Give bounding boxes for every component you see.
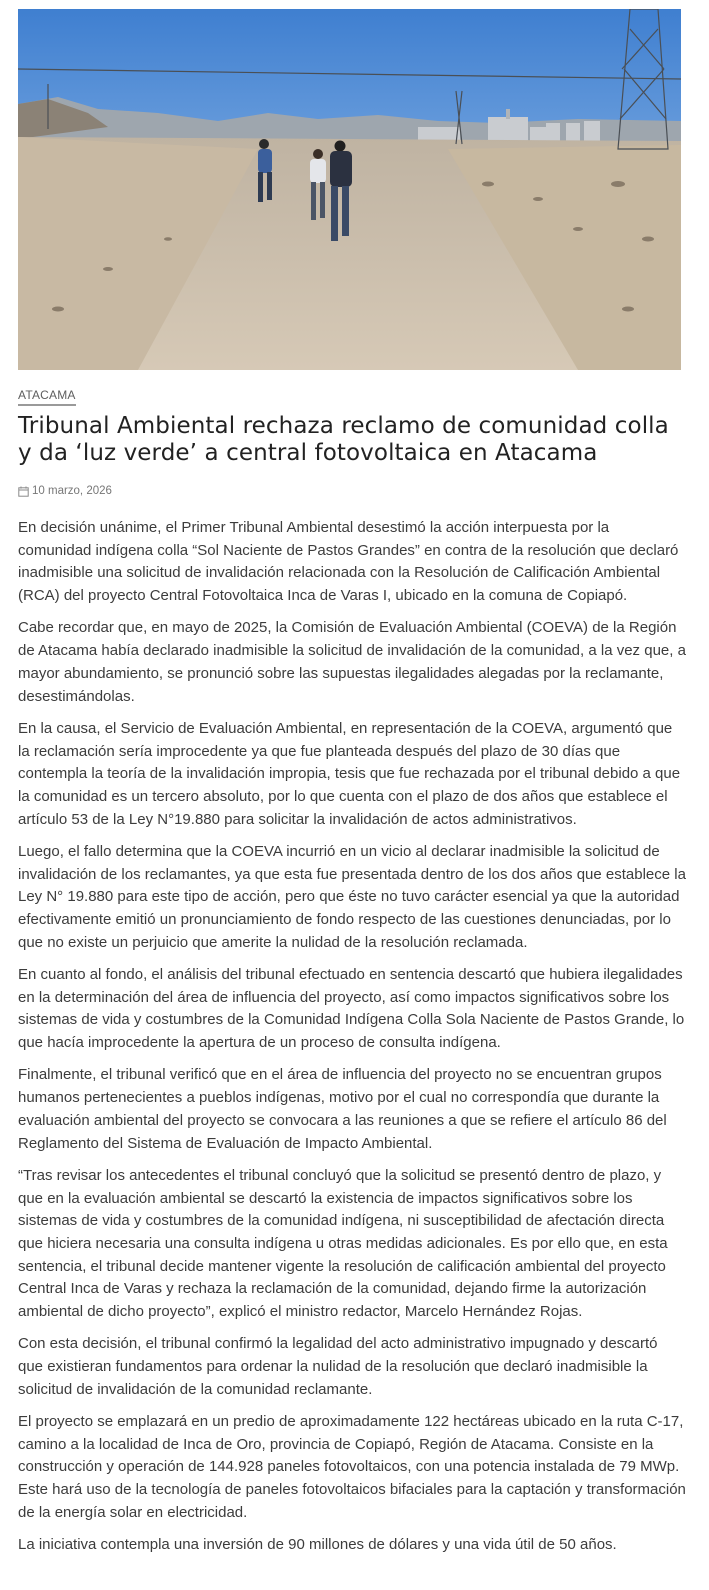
paragraph: “Tras revisar los antecedentes el tribunal concluyó que la solicitud se presentó dentro de plazo, y que en la evaluación ambiental se descartó la existencia de impactos significativos sobre los sistemas de vida y costumbres de la comunidad indígena, ni susceptibilidad de afectación directa que hiciera necesaria una consulta indígena u otras medidas adicionales. Es por ello que, en esta sentencia, el tribunal decide mantener vigente la resolución de calificación ambiental del proyecto Central Inca de Varas y rechaza la reclamación de la comunidad, dejando firme la autorización ambiental de dicho proyecto”, explicó el ministro redactor, Marcelo Hernández Rojas.: [18, 1166, 668, 1321]
paragraph: Con esta decisión, el tribunal confirmó la legalidad del acto administrativo impugnado y descartó que existieran fundamentos para ordenar la nulidad de la resolución que declaró inadmisible la solicitud de invalidación de la comunidad reclamante.: [18, 1335, 658, 1398]
article-title: Tribunal Ambiental rechaza reclamo de comunidad colla y da ‘luz verde’ a central fotovoltaica en Atacama: [18, 413, 669, 466]
article-body: [18, 517, 686, 1566]
desert-landscape-photo: [18, 9, 681, 370]
paragraph: Luego, el fallo determina que la COEVA incurrió en un vicio al declarar inadmisible la solicitud de invalidación de los reclamantes, ya que esta fue presentada dentro de los dos años que establece la Ley N° 19.880 para este tipo de acción, pero que éste no tuvo carácter esencial ya que la autoridad efectivamente emitió un pronunciamiento de fondo respecto de las cuestiones denunciadas, por lo que no existe un perjuicio que amerite la nulidad de la resolución reclamada.: [18, 842, 686, 951]
calendar-icon: [18, 486, 29, 497]
paragraph: Finalmente, el tribunal verificó que en el área de influencia del proyecto no se encuentran grupos humanos pertenecientes a pueblos indígenas, motivo por el cual no correspondía que durante la evaluación ambiental del proyecto se convocara a las reuniones a que se refiere el artículo 86 del Reglamento del Sistema de Evaluación de Impacto Ambiental.: [18, 1066, 667, 1152]
category-link[interactable]: ATACAMA: [18, 388, 76, 406]
paragraph: El proyecto se emplazará en un predio de aproximadamente 122 hectáreas ubicado en la ruta C-17, camino a la localidad de Inca de Oro, provincia de Copiapó, Región de Atacama. Consiste en la construcción y operación de 144.928 paneles fotovoltaicos, con una potencia instalada de 79 MWp. Este hará uso de la tecnología de paneles fotovoltaicos bifaciales para la captación y transformación de la energía solar en electricidad.: [18, 1413, 686, 1521]
paragraph: En decisión unánime, el Primer Tribunal Ambiental desestimó la acción interpuesta por la comunidad indígena colla “Sol Naciente de Pastos Grandes” en contra de la resolución que declaró inadmisible una solicitud de invalidación relacionada con la Resolución de Calificación Ambiental (RCA) del proyecto Central Fotovoltaica Inca de Varas I, ubicado en la comuna de Copiapó.: [18, 519, 679, 605]
paragraph: En la causa, el Servicio de Evaluación Ambiental, en representación de la COEVA, argumentó que la reclamación sería improcedente ya que fue planteada después del plazo de 30 días que contempla la teoría de la invalidación impropia, tesis que fue rechazada por el tribunal debido a que la comunidad es un tercero absoluto, por lo que cuenta con el plazo de dos años que establece el artículo 53 de la Ley N°19.880 para solicitar la invalidación de actos administrativos.: [18, 719, 681, 828]
paragraph: Cabe recordar que, en mayo de 2025, la Comisión de Evaluación Ambiental (COEVA) de la Región de Atacama había declarado inadmisible la solicitud de invalidación de la comunidad, a la vez que, a mayor abundamiento, se pronunció sobre las supuestas ilegalidades alegadas por la reclamante, desestimándolas.: [18, 619, 686, 705]
date-text: 10 marzo, 2026: [32, 485, 112, 497]
paragraph: En cuanto al fondo, el análisis del tribunal efectuado en sentencia descartó que hubiera ilegalidades en la determinación del área de influencia del proyecto, así como impactos significativos sobre los sistemas de vida y costumbres de la Comunidad Indígena Colla Sola Naciente de Pastos Grande, lo que hacía improcedente la apertura de un proceso de consulta indígena.: [18, 966, 685, 1052]
hero-image: [18, 9, 681, 370]
paragraph: La iniciativa contempla una inversión de 90 millones de dólares y una vida útil de 50 años.: [18, 1536, 617, 1554]
post-date: [18, 485, 112, 497]
